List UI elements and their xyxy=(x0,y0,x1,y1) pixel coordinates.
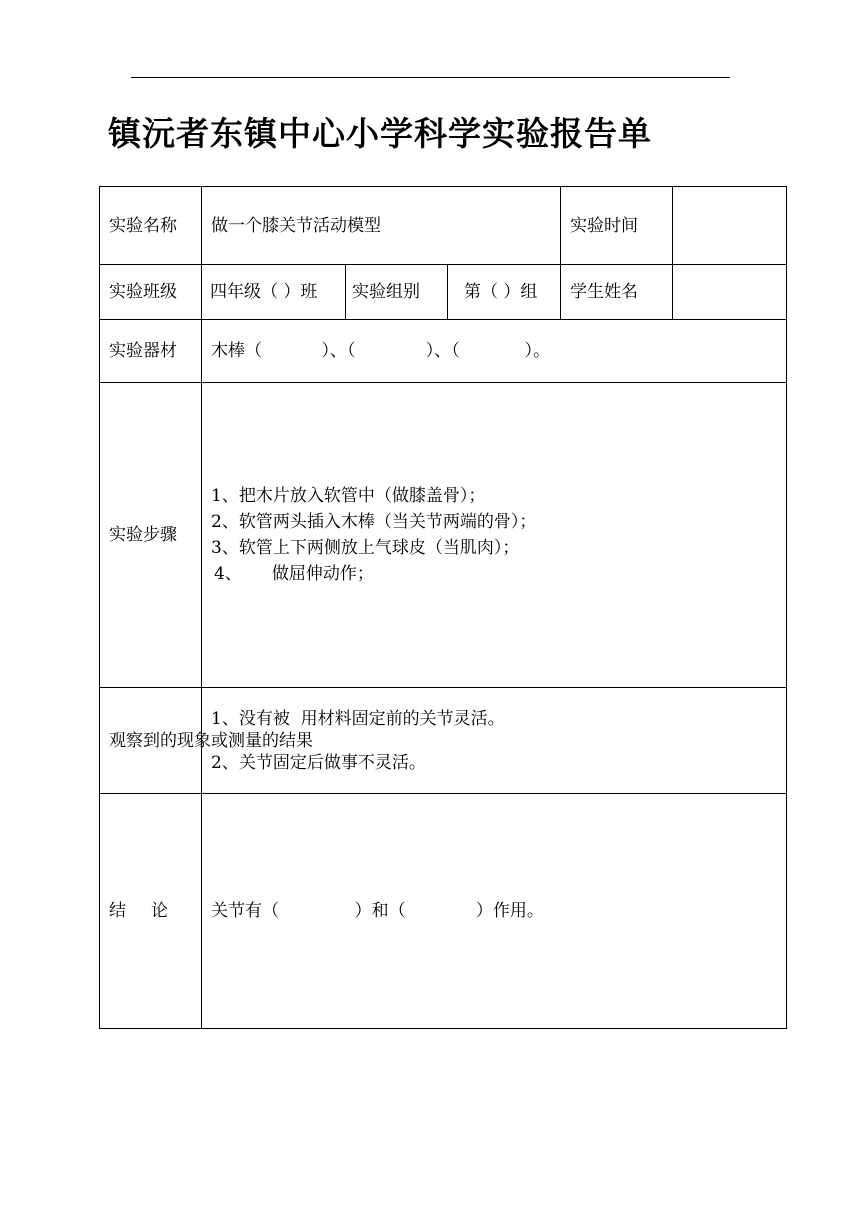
step-text: 软管两头插入木棒（当关节两端的骨）； xyxy=(238,512,537,532)
page-title: 镇沅者东镇中心小学科学实验报告单 xyxy=(108,114,652,153)
step-number: 4、 xyxy=(214,564,242,584)
conclusion-label xyxy=(100,794,202,1029)
materials-label: 实验器材 xyxy=(100,320,202,383)
student-name-value[interactable] xyxy=(673,265,787,320)
class-label: 实验班级 xyxy=(100,265,202,320)
experiment-time-value[interactable] xyxy=(673,187,787,265)
header-rule xyxy=(131,77,730,78)
row-experiment-name xyxy=(100,187,787,265)
row-materials xyxy=(100,320,787,383)
student-name-label: 学生姓名 xyxy=(561,265,673,320)
step-text: 软管上下两侧放上气球皮（当肌肉）； xyxy=(238,538,520,558)
experiment-name-value[interactable]: 做一个膝关节活动模型 xyxy=(202,187,561,265)
observation-item[interactable]: 1、没有被 用材料固定前的关节灵活。 xyxy=(211,708,505,729)
step-item xyxy=(211,535,786,561)
step-number: 3、 xyxy=(211,538,239,558)
step-number: 1、 xyxy=(211,486,239,506)
step-number: 2、 xyxy=(211,512,239,532)
experiment-time-label: 实验时间 xyxy=(561,187,673,265)
step-item xyxy=(211,509,786,535)
step-text: 把木片放入软管中（做膝盖骨）； xyxy=(238,486,486,506)
step-text: 做屈伸动作； xyxy=(271,564,374,584)
row-class-info xyxy=(100,265,787,320)
row-observations xyxy=(100,688,787,794)
steps-label: 实验步骤 xyxy=(100,383,202,688)
step-item xyxy=(211,561,786,587)
row-conclusion xyxy=(100,794,787,1029)
materials-value[interactable]: 木棒（ ）、（ ）、（ ）。 xyxy=(202,320,787,383)
group-label: 实验组别 xyxy=(346,265,448,320)
experiment-report-table xyxy=(99,186,787,1029)
group-value[interactable]: 第（ ）组 xyxy=(448,265,561,320)
conclusion-label-text: 结论 xyxy=(109,901,193,921)
observation-label: 观察到的现象或测量的结果 xyxy=(100,688,202,794)
observation-item[interactable]: 2、关节固定后做事不灵活。 xyxy=(211,752,426,773)
class-value[interactable]: 四年级（ ）班 xyxy=(202,265,346,320)
experiment-name-label: 实验名称 xyxy=(100,187,202,265)
step-item xyxy=(211,483,786,509)
row-steps xyxy=(100,383,787,688)
conclusion-value[interactable]: 关节有（ ）和（ ）作用。 xyxy=(202,794,787,1029)
steps-list xyxy=(202,383,787,688)
